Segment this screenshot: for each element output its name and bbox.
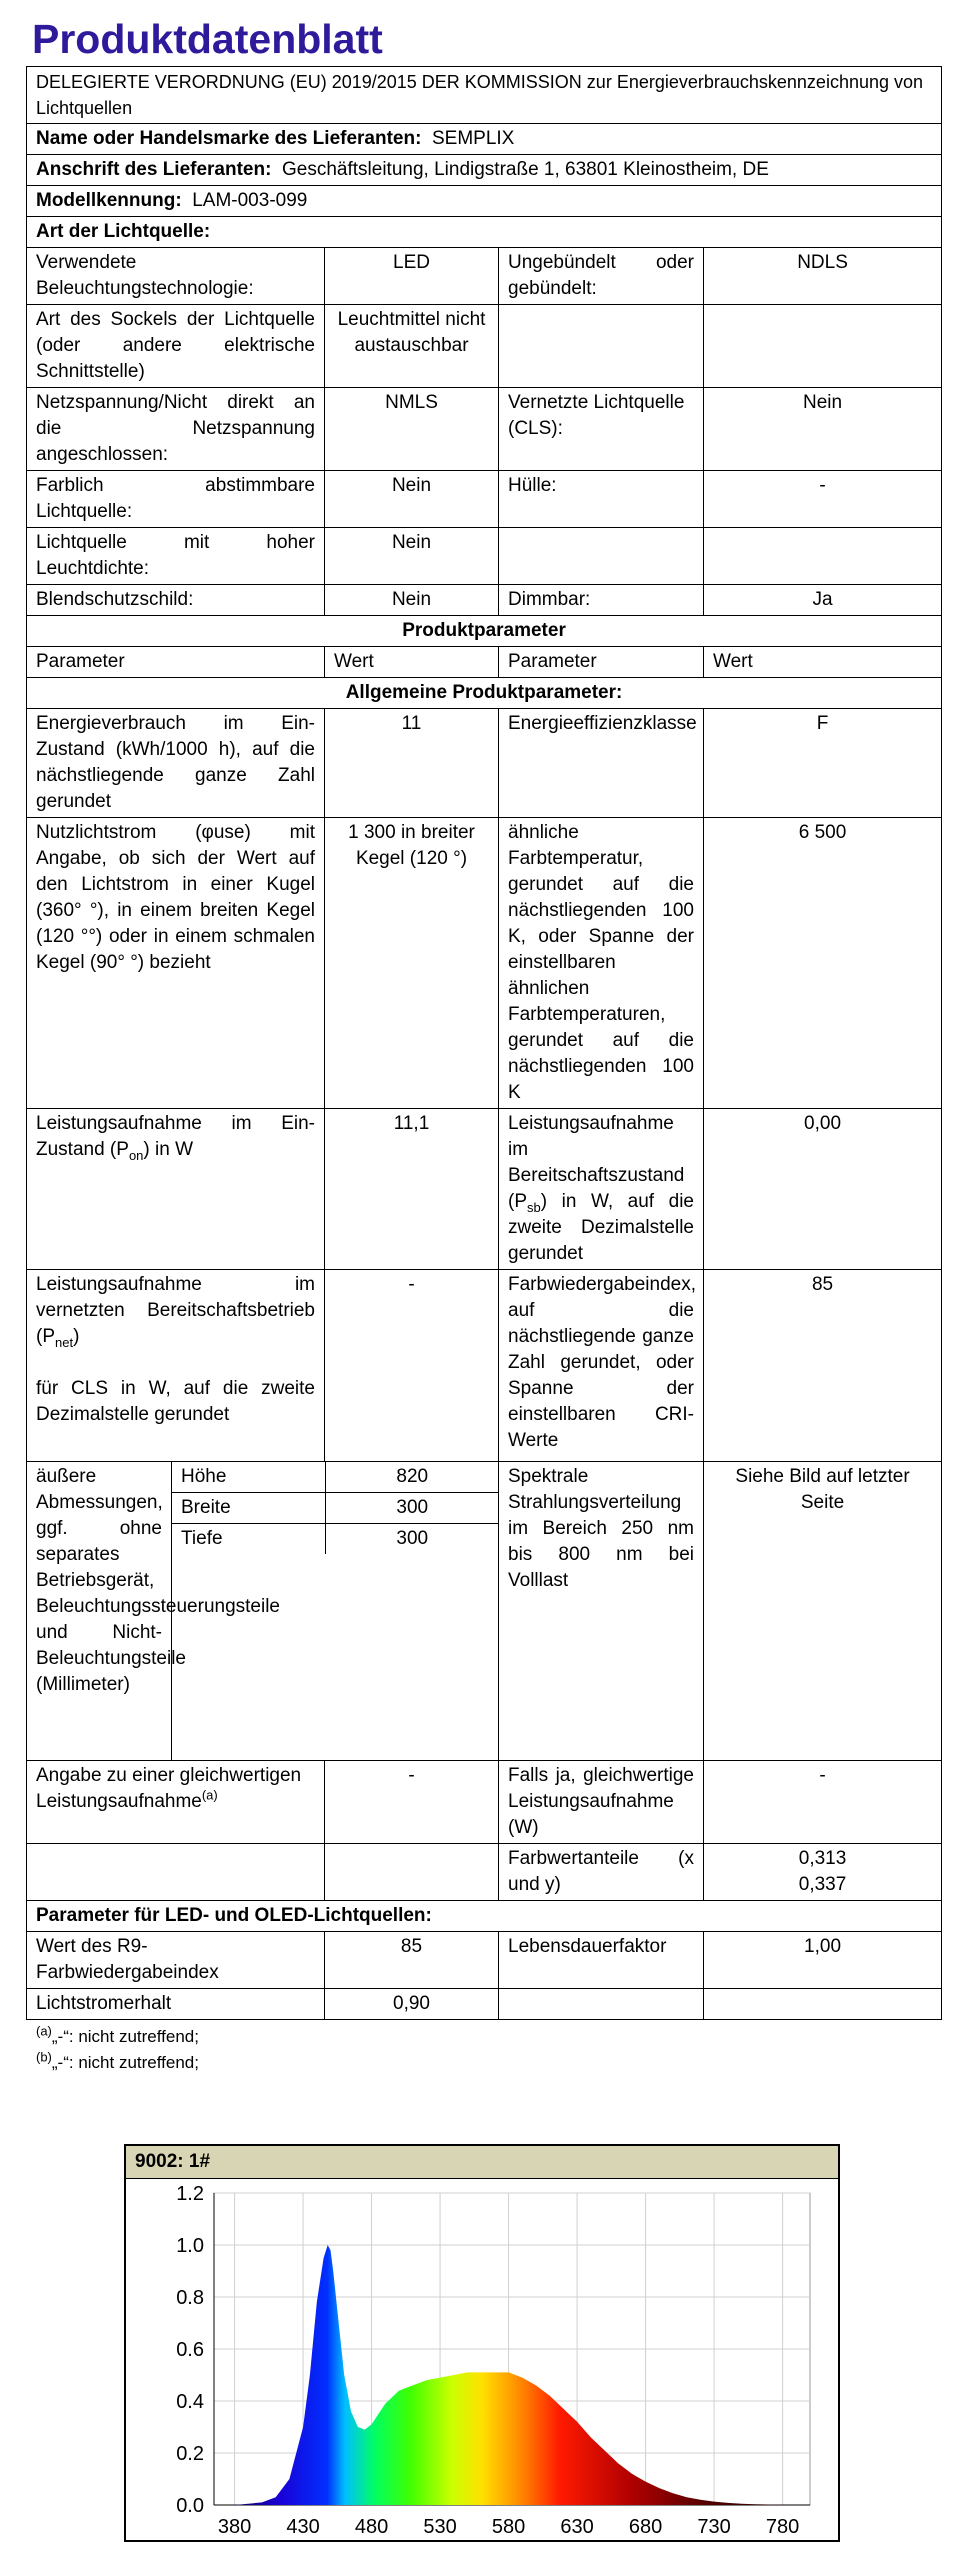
dimensions-table (172, 1462, 499, 1554)
cct-label: ähnliche Farbtemperatur, gerundet auf die nächstliegenden 100 K, oder Spanne der einstellbaren ähnlichen Farbtemperaturen, gerundet auf die nächstliegenden 100 K (499, 818, 704, 1109)
cri-value: 85 (704, 1270, 942, 1462)
light-row-label: Hülle: (499, 471, 704, 528)
light-row-label: Farblich abstimmbare Lichtquelle: (27, 471, 325, 528)
lifetime-value: 1,00 (704, 1932, 942, 1989)
light-row-value: Ja (704, 585, 942, 616)
spectrum-value: Siehe Bild auf letzter Seite (704, 1462, 942, 1761)
dimension-name: Breite (172, 1493, 325, 1524)
light-row-value: LED (325, 248, 499, 305)
light-row-label: Ungebündelt oder gebündelt: (499, 248, 704, 305)
dimension-value: 300 (325, 1524, 499, 1555)
column-header: Parameter (499, 647, 704, 678)
datasheet-table (26, 66, 942, 2020)
dimension-name: Tiefe (172, 1524, 325, 1555)
light-row-label: Lichtquelle mit hoher Leuchtdichte: (27, 528, 325, 585)
equivalent-label: Angabe zu einer gleichwertigen Leistungsaufnahme$^{(a)}$ (27, 1761, 325, 1844)
efficiency-value: F (704, 709, 942, 818)
dimension-value: 300 (325, 1493, 499, 1524)
light-row-label: Netzspannung/Nicht direkt an die Netzspannung angeschlossen: (27, 388, 325, 471)
led-params-heading: Parameter für LED- und OLED-Lichtquellen: (27, 1901, 942, 1932)
footnotes (36, 2024, 941, 2076)
light-row-label: Vernetzte Lichtquelle (CLS): (499, 388, 704, 471)
equivalent-value: - (325, 1761, 499, 1844)
x-tick-label: 630 (560, 2516, 594, 2538)
column-header: Wert (325, 647, 499, 678)
power-on-label: Leistungsaufnahme im Ein-Zustand $(P_{on})$ in W (27, 1109, 325, 1270)
column-header: Wert (704, 647, 942, 678)
light-row-label: Verwendete Beleuchtungstechnologie: (27, 248, 325, 305)
general-params-heading: Allgemeine Produktparameter: (27, 678, 942, 709)
column-header: Parameter (27, 647, 325, 678)
light-row-value: Nein (325, 471, 499, 528)
light-row-value: NMLS (325, 388, 499, 471)
x-tick-label: 730 (697, 2516, 731, 2538)
lifetime-label: Lebensdauerfaktor (499, 1932, 704, 1989)
x-tick-label: 680 (628, 2516, 663, 2538)
x-tick-label: 430 (286, 2516, 320, 2538)
x-tick-label: 530 (423, 2516, 457, 2538)
datasheet (26, 14, 941, 2076)
efficiency-label: Energieeffizienzklasse (499, 709, 704, 818)
power-net-label: Leistungsaufnahme im vernetzten Bereitschaftsbetrieb $(P_{net})$ für CLS in W, auf die zweite Dezimalstelle gerundet (27, 1270, 325, 1462)
power-net-value: - (325, 1270, 499, 1462)
y-tick-label: 0.8 (176, 2287, 204, 2309)
page-title: Produktdatenblatt (32, 16, 383, 62)
y-tick-label: 0.0 (176, 2495, 204, 2517)
light-type-heading: Art der Lichtquelle: (27, 217, 942, 248)
address-label: Anschrift des Lieferanten: (36, 159, 272, 180)
spectrum-label: Spektrale Strahlungsverteilung im Bereich 250 nm bis 800 nm bei Volllast (499, 1462, 704, 1761)
x-tick-label: 580 (491, 2516, 526, 2538)
power-sb-label: Leistungsaufnahme im Bereitschaftszustand $(P_{sb})$ in W, auf die zweite Dezimalstelle gerundet (499, 1109, 704, 1270)
light-row-value (704, 305, 942, 388)
light-row-value (704, 528, 942, 585)
light-row-value: NDLS (704, 248, 942, 305)
y-tick-label: 0.6 (176, 2339, 204, 2361)
y-tick-label: 1.2 (176, 2183, 204, 2205)
dimension-value: 820 (325, 1462, 499, 1493)
light-row-label: Art des Sockels der Lichtquelle (oder andere elektrische Schnittstelle) (27, 305, 325, 388)
product-params-heading: Produktparameter (27, 616, 942, 647)
light-row-value: - (704, 471, 942, 528)
light-row-value: Nein (325, 585, 499, 616)
spectrum-plot (126, 2179, 838, 2540)
equivalent-power-value: - (704, 1761, 942, 1844)
energy-value: 11 (325, 709, 499, 818)
flux-label: Nutzlichtstrom (φuse) mit Angabe, ob sich der Wert auf den Lichtstrom in einer Kugel (360° °), in einem breiten Kegel (120 °°) oder in einem schmalen Kegel (90° °) bezieht (27, 818, 325, 1109)
y-tick-label: 0.2 (176, 2443, 204, 2465)
supplier-label: Name oder Handelsmarke des Lieferanten: (36, 128, 422, 149)
maintenance-label: Lichtstromerhalt (27, 1989, 325, 2020)
light-row-label (499, 305, 704, 388)
supplier-value: SEMPLIX (431, 128, 515, 149)
power-on-value: 11,1 (325, 1109, 499, 1270)
cct-value: 6 500 (704, 818, 942, 1109)
chart-title: 9002: 1# (126, 2146, 838, 2179)
light-row-value: Nein (704, 388, 942, 471)
chromaticity-label: Farbwertanteile (x und y) (499, 1844, 704, 1901)
light-row-value: Leuchtmittel nicht austauschbar (325, 305, 499, 388)
chromaticity-value: 0,313 0,337 (704, 1844, 942, 1901)
r9-label: Wert des R9-Farbwiedergabeindex (27, 1932, 325, 1989)
light-row-label: Blendschutzschild: (27, 585, 325, 616)
model-value: LAM-003-099 (192, 190, 308, 211)
energy-label: Energieverbrauch im Ein-Zustand (kWh/1000 h), auf die nächstliegende ganze Zahl gerundet (27, 709, 325, 818)
x-tick-label: 480 (354, 2516, 389, 2538)
power-sb-value: 0,00 (704, 1109, 942, 1270)
r9-value: 85 (325, 1932, 499, 1989)
light-row-value: Nein (325, 528, 499, 585)
light-row-label: Dimmbar: (499, 585, 704, 616)
light-row-label (499, 528, 704, 585)
model-label: Modellkennung: (36, 190, 182, 211)
equivalent-power-label: Falls ja, gleichwertige Leistungsaufnahme (W) (499, 1761, 704, 1844)
x-tick-label: 780 (765, 2516, 800, 2538)
y-tick-label: 0.4 (176, 2391, 204, 2413)
footnote: $^{(b)}$„-“: nicht zutreffend; (36, 2049, 199, 2072)
dimensions-label: äußere Abmessungen, ggf. ohne separates Betriebsgerät, Beleuchtungssteuerungsteile und Nicht-Beleuchtungsteile (Millimeter) (27, 1462, 172, 1761)
regulation-text: DELEGIERTE VERORDNUNG (EU) 2019/2015 DER KOMMISSION zur Energieverbrauchskennzeichnung von Lichtquellen (27, 67, 942, 124)
cri-label: Farbwiedergabeindex, auf die nächstliegende ganze Zahl gerundet, oder Spanne der einstellbaren CRI-Werte (499, 1270, 704, 1462)
maintenance-value: 0,90 (325, 1989, 499, 2020)
spectrum-chart (124, 2144, 840, 2542)
dimension-name: Höhe (172, 1462, 325, 1493)
y-tick-label: 1.0 (176, 2235, 204, 2257)
footnote: $^{(a)}$„-“: nicht zutreffend; (36, 2023, 199, 2046)
address-value: Geschäftsleitung, Lindigstraße 1, 63801 Kleinostheim, DE (282, 159, 769, 180)
x-tick-label: 380 (217, 2516, 252, 2538)
flux-value: 1 300 in breiter Kegel (120 °) (325, 818, 499, 1109)
